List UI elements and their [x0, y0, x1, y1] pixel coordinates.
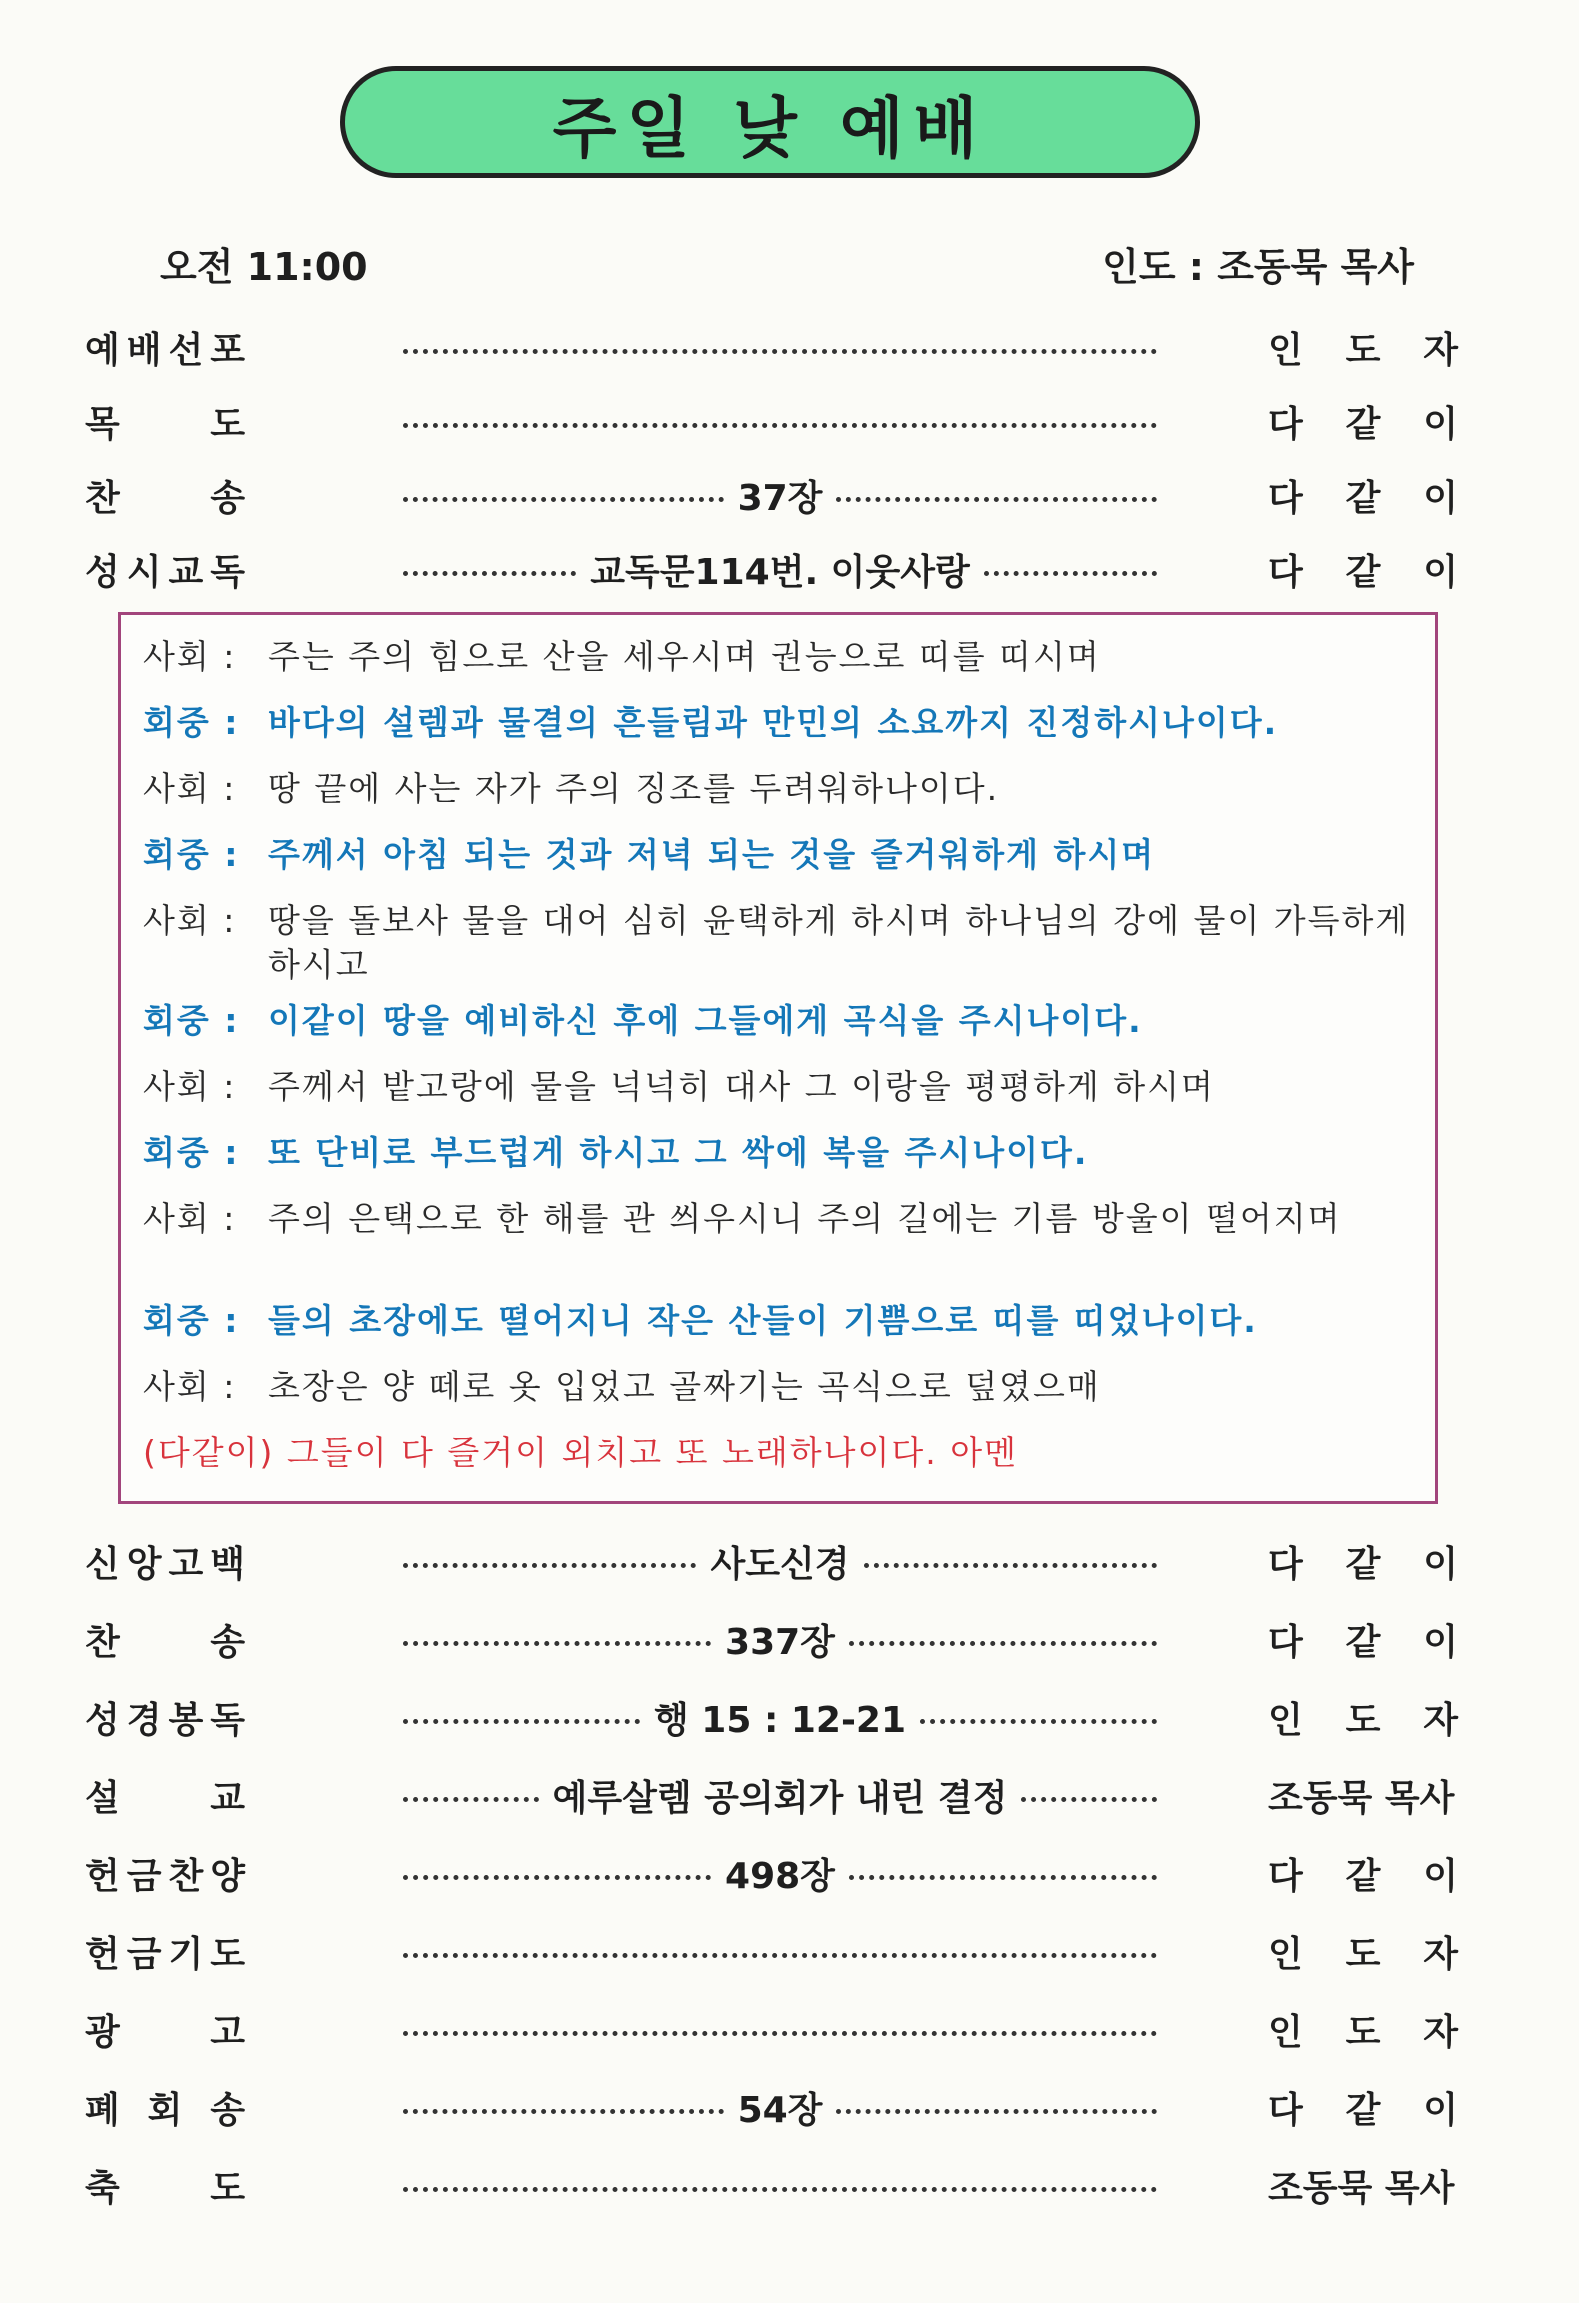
order-item	[0, 1530, 1579, 1592]
order-item-detail: 행 15 : 12-21	[654, 1699, 907, 1741]
order-item	[0, 1920, 1579, 1982]
order-item	[0, 1998, 1579, 2060]
order-item-person: 인 도 자	[1268, 1933, 1458, 1975]
reading-text: 주는 주의 힘으로 산을 세우시며 권능으로 띠를 띠시며	[268, 637, 1101, 676]
reading-speaker: 사회 :	[143, 901, 237, 940]
reading-line	[143, 1431, 1413, 1475]
order-item-leader-dots	[395, 1949, 1165, 1954]
reading-line	[143, 1131, 1413, 1175]
dotted-leader	[403, 349, 1157, 354]
dotted-leader	[403, 1953, 1157, 1958]
order-item-label: 축 도	[85, 2167, 245, 2209]
order-item-detail: 예루살렘 공의회가 내린 결정	[552, 1777, 1008, 1819]
reading-speaker: 회중 :	[143, 703, 240, 742]
order-item-detail: 교독문114번. 이웃사랑	[590, 551, 970, 593]
order-item-leader-dots	[395, 1692, 1165, 1743]
reading-speaker: 사회 :	[143, 1367, 237, 1406]
order-item	[0, 2154, 1579, 2216]
order-item	[0, 1764, 1579, 1826]
dotted-leader	[849, 1641, 1157, 1646]
reading-text: 이같이 땅을 예비하신 후에 그들에게 곡식을 주시나이다.	[268, 1001, 1143, 1040]
reading-speaker: 회중 :	[143, 1001, 240, 1040]
order-item-person: 인 도 자	[1268, 2011, 1458, 2053]
order-item-leader-dots	[395, 2082, 1165, 2133]
order-item-leader-dots	[395, 1848, 1165, 1899]
dotted-leader	[403, 2031, 1157, 2036]
reading-line	[143, 1365, 1413, 1409]
dotted-leader	[836, 2109, 1157, 2114]
order-item-leader-dots	[395, 544, 1165, 595]
order-item-person: 다 같 이	[1268, 477, 1458, 519]
order-item-person: 다 같 이	[1268, 2089, 1458, 2131]
order-item-detail: 54장	[737, 2089, 823, 2131]
order-item	[0, 538, 1579, 600]
reading-text: 땅 끝에 사는 자가 주의 징조를 두려워하나이다.	[268, 769, 1000, 808]
order-item-person: 다 같 이	[1268, 1543, 1458, 1585]
order-item-label: 신 앙 고 백	[85, 1543, 245, 1585]
order-item-label: 찬 송	[85, 1621, 245, 1663]
order-item-person: 다 같 이	[1268, 1855, 1458, 1897]
page-title: 주일 낮 예배	[552, 89, 988, 167]
order-item-label: 설 교	[85, 1777, 245, 1819]
dotted-leader	[403, 1875, 711, 1880]
order-item	[0, 2076, 1579, 2138]
dotted-leader	[984, 571, 1157, 576]
dotted-leader	[403, 571, 576, 576]
dotted-leader	[403, 1797, 539, 1802]
dotted-leader	[836, 497, 1157, 502]
order-item-leader-dots	[395, 345, 1165, 350]
order-item-leader-dots	[395, 1536, 1165, 1587]
order-item-label: 찬 송	[85, 477, 245, 519]
dotted-leader	[920, 1719, 1157, 1724]
order-item	[0, 1608, 1579, 1670]
order-item-person: 다 같 이	[1268, 551, 1458, 593]
order-item-detail: 337장	[725, 1621, 835, 1663]
order-item-label: 폐 회 송	[85, 2089, 245, 2131]
reading-text: 주께서 밭고랑에 물을 넉넉히 대사 그 이랑을 평평하게 하시며	[268, 1067, 1215, 1106]
order-item-person: 다 같 이	[1268, 1621, 1458, 1663]
reading-speaker: 회중 :	[143, 835, 240, 874]
order-item-detail: 사도신경	[710, 1543, 850, 1585]
reading-text: 들의 초장에도 떨어지니 작은 산들이 기쁨으로 띠를 띠었나이다.	[268, 1301, 1258, 1340]
reading-speaker: 사회 :	[143, 1199, 237, 1238]
order-item	[0, 390, 1579, 452]
reading-speaker: 회중 :	[143, 1301, 240, 1340]
order-item-label: 광 고	[85, 2011, 245, 2053]
dotted-leader	[403, 1719, 640, 1724]
reading-text: (다같이) 그들이 다 즐거이 외치고 또 노래하나이다. 아멘	[143, 1433, 1018, 1472]
dotted-leader	[849, 1875, 1157, 1880]
reading-text: 주의 은택으로 한 해를 관 씌우시니 주의 길에는 기름 방울이 떨어지며	[268, 1199, 1342, 1238]
order-item	[0, 464, 1579, 526]
reading-line	[143, 1065, 1413, 1109]
reading-speaker: 사회 :	[143, 637, 237, 676]
reading-speaker: 사회 :	[143, 769, 237, 808]
order-item-person: 다 같 이	[1268, 403, 1458, 445]
dotted-leader	[403, 423, 1157, 428]
order-item-person: 조동묵 목사	[1268, 2167, 1455, 2209]
service-time: 오전 11:00	[160, 245, 368, 289]
reading-text: 땅을 돌보사 물을 대어 심히 윤택하게 하시며 하나님의 강에 물이 가득하게 하시고	[268, 901, 1410, 984]
order-item-detail: 37장	[737, 477, 823, 519]
order-item-leader-dots	[395, 1770, 1165, 1821]
reading-text: 바다의 설렘과 물결의 흔들림과 만민의 소요까지 진정하시나이다.	[268, 703, 1279, 742]
reading-line	[143, 701, 1413, 745]
order-item-leader-dots	[395, 419, 1165, 424]
dotted-leader	[864, 1563, 1157, 1568]
order-item-leader-dots	[395, 470, 1165, 521]
order-item-person: 인 도 자	[1268, 329, 1458, 371]
order-item	[0, 316, 1579, 378]
order-item	[0, 1842, 1579, 1904]
reading-line	[143, 767, 1413, 811]
reading-speaker: 사회 :	[143, 1067, 237, 1106]
reading-text: 주께서 아침 되는 것과 저녁 되는 것을 즐거워하게 하시며	[268, 835, 1156, 874]
dotted-leader	[403, 497, 724, 502]
dotted-leader	[1021, 1797, 1157, 1802]
reading-line	[143, 899, 1413, 987]
order-item-label: 성 경 봉 독	[85, 1699, 245, 1741]
title-banner	[340, 66, 1200, 178]
reading-text: 초장은 양 떼로 옷 입었고 골짜기는 곡식으로 덮였으매	[268, 1367, 1101, 1406]
order-item-leader-dots	[395, 2027, 1165, 2032]
order-item-leader-dots	[395, 1614, 1165, 1665]
order-item-label: 헌 금 기 도	[85, 1933, 245, 1975]
order-item-leader-dots	[395, 2183, 1165, 2188]
order-item-person: 조동묵 목사	[1268, 1777, 1455, 1819]
reading-line	[143, 999, 1413, 1043]
reading-speaker: 회중 :	[143, 1133, 240, 1172]
reading-line	[143, 635, 1413, 679]
order-item-label: 성 시 교 독	[85, 551, 245, 593]
dotted-leader	[403, 2109, 724, 2114]
order-item-label: 헌 금 찬 양	[85, 1855, 245, 1897]
dotted-leader	[403, 2187, 1157, 2192]
dotted-leader	[403, 1641, 711, 1646]
order-item-detail: 498장	[725, 1855, 835, 1897]
order-item-person: 인 도 자	[1268, 1699, 1458, 1741]
order-item-label: 예 배 선 포	[85, 329, 245, 371]
reading-line	[143, 1299, 1413, 1343]
service-leader: 인도 : 조동묵 목사	[1102, 245, 1414, 289]
order-item	[0, 1686, 1579, 1748]
reading-line	[143, 833, 1413, 877]
order-item-label: 목 도	[85, 403, 245, 445]
reading-line	[143, 1197, 1413, 1241]
responsive-reading-box	[118, 612, 1438, 1504]
dotted-leader	[403, 1563, 696, 1568]
reading-text: 또 단비로 부드럽게 하시고 그 싹에 복을 주시나이다.	[268, 1133, 1089, 1172]
